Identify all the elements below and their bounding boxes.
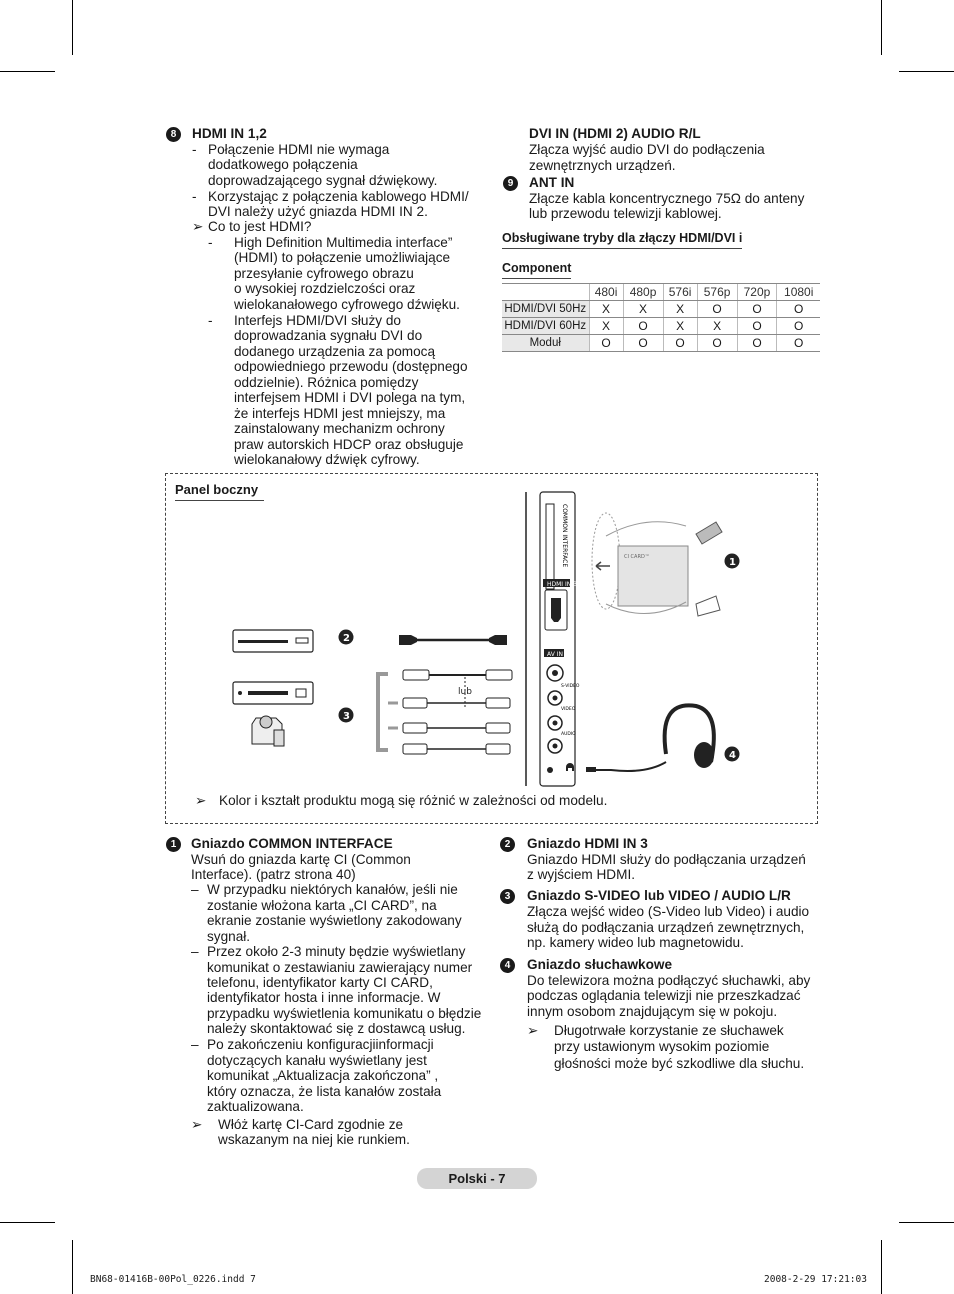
svideo-text-3: np. kamery wideo lub magnetowidu. xyxy=(527,935,744,950)
ci-b3-l1: Po zakończeniu konfiguracjiinformacji xyxy=(207,1037,434,1052)
table-row xyxy=(502,335,820,352)
dash: - xyxy=(192,142,197,157)
hdmi-heading: HDMI IN 1,2 xyxy=(192,126,267,141)
crop-mark xyxy=(899,71,954,72)
hdmi-bullet-1-line-1: Połączenie HDMI nie wymaga xyxy=(208,142,390,157)
column-header: 480p xyxy=(623,284,663,301)
modes-table xyxy=(502,283,820,352)
crop-mark xyxy=(0,71,55,72)
callout-2-label: 2 xyxy=(343,633,350,644)
table-cell: O xyxy=(737,335,777,352)
modes-title: Obsługiwane tryby dla złączy HDMI/DVI i xyxy=(502,231,742,249)
hdmi-sub-2-line-4: odpowiedniego przewodu (dostępnego xyxy=(234,359,468,374)
hdmi-bullet-1-line-3: doprowadzającego sygnał dźwiękowy. xyxy=(208,173,438,188)
table-cell: X xyxy=(589,318,623,335)
ci-b3-l3: komunikat „Aktualizacja zakończona” , xyxy=(207,1068,439,1083)
ci-intro-line-2: Interface). (patrz strona 40) xyxy=(191,867,356,882)
ci-b1-l1: W przypadku niektórych kanałów, jeśli nie xyxy=(207,882,458,897)
hdmi-sub-1-line-4: o wysokiej rozdzielczości oraz xyxy=(234,281,416,296)
hdmi3-heading: Gniazdo HDMI IN 3 xyxy=(527,836,648,851)
hdmi-bullet-2-line-1: Korzystając z połączenia kablowego HDMI/ xyxy=(208,189,469,204)
table-cell: O xyxy=(777,318,820,335)
svideo-text-2: służą do podłączania urządzeń zewnętrznych, xyxy=(527,920,805,935)
hdmi-sub-2-line-8: zainstalowany mechanizm ochrony xyxy=(234,421,445,436)
table-cell: O xyxy=(737,301,777,318)
ci-heading: Gniazdo COMMON INTERFACE xyxy=(191,836,393,851)
dash: – xyxy=(191,944,199,959)
hdmi-plug-right xyxy=(489,635,507,645)
headphones-note-2: przy ustawionym wysokim poziomie xyxy=(554,1039,770,1054)
av-in-label: AV IN xyxy=(547,651,563,658)
ci-b2-l6: należy skontaktować się z dostawcą usług. xyxy=(207,1021,466,1036)
svideo-heading: Gniazdo S-VIDEO lub VIDEO / AUDIO L/R xyxy=(527,888,791,903)
ci-zoom-ellipse xyxy=(592,513,620,609)
callout-1-label: 1 xyxy=(729,557,736,568)
crop-mark xyxy=(72,1240,73,1294)
hdmi-sub-2-line-6: interfejsem HDMI i DVI polega na tym, xyxy=(234,390,466,405)
svideo-plug-left xyxy=(403,670,429,680)
table-cell: O xyxy=(697,335,737,352)
note-arrow-icon: ➢ xyxy=(192,219,204,234)
hdmi-sub-2-line-1: Interfejs HDMI/DVI służy do xyxy=(234,313,401,328)
hdmi-sub-2-line-9: praw autorskich HDCP oraz obsługuje xyxy=(234,437,464,452)
insert-arrow-icon xyxy=(596,562,610,570)
table-cell: O xyxy=(697,301,737,318)
callout-badge-1: 1 xyxy=(166,837,181,852)
ci-b2-l4: identyfikator hosta i inne informacje. W xyxy=(207,990,441,1005)
row-label: HDMI/DVI 60Hz xyxy=(502,318,589,335)
hdmi-sub-2-line-5: oddzielnie). Różnica pomiędzy xyxy=(234,375,419,390)
crop-mark xyxy=(881,0,882,55)
table-cell: O xyxy=(737,318,777,335)
ci-b3-l2: dotyczących kanału wyświetlany jest xyxy=(207,1053,427,1068)
hdmi3-text-2: z wyjściem HDMI. xyxy=(527,867,635,882)
note-arrow-icon: ➢ xyxy=(191,1117,203,1132)
column-header: 720p xyxy=(737,284,777,301)
table-row xyxy=(502,301,820,318)
table-cell: O xyxy=(777,335,820,352)
hdmi-in3-label: HDMI IN 3 xyxy=(547,581,577,588)
crop-mark xyxy=(0,1222,55,1223)
ci-card-label: CI CARD™ xyxy=(624,554,650,560)
ci-card-top-thumb xyxy=(696,522,722,544)
note-arrow-icon: ➢ xyxy=(527,1023,539,1038)
callout-badge-8: 8 xyxy=(166,127,181,142)
row-label: HDMI/DVI 50Hz xyxy=(502,301,589,318)
table-cell: X xyxy=(663,301,697,318)
callout-badge-4: 4 xyxy=(500,958,515,973)
headphones-text-3: innym osobom znajdującym się w pokoju. xyxy=(527,1004,778,1019)
ant-text-line-2: lub przewodu telewizji kablowej. xyxy=(529,206,722,221)
hdmi-sub-1-line-5: wielokanałowego cyfrowego dźwięku. xyxy=(234,297,460,312)
table-corner xyxy=(502,284,589,301)
hdmi3-text-1: Gniazdo HDMI służy do podłączania urządzeń xyxy=(527,852,806,867)
dash: – xyxy=(191,1037,199,1052)
table-cell: X xyxy=(663,318,697,335)
page-number-pill: Polski - 7 xyxy=(417,1168,537,1189)
callout-badge-2: 2 xyxy=(500,837,515,852)
cable-bracket xyxy=(378,674,388,750)
column-header: 480i xyxy=(589,284,623,301)
headphones-text-1: Do telewizora można podłączyć słuchawki, aby xyxy=(527,973,811,988)
table-cell: X xyxy=(697,318,737,335)
hdmi-plug-left xyxy=(399,635,417,645)
dvi-text-line-1: Złącza wyjść audio DVI do podłączenia xyxy=(529,142,765,157)
video-label: VIDEO xyxy=(561,707,576,712)
ci-slot-label: COMMON INTERFACE xyxy=(561,504,568,568)
callout-badge-9: 9 xyxy=(503,176,518,191)
hdmi-sub-2-line-2: doprowadzania sygnału DVI do xyxy=(234,328,423,343)
hdmi-sub-2-line-7: że interfejs HDMI jest mniejszy, ma xyxy=(234,406,446,421)
connection-diagram xyxy=(166,474,817,823)
ci-note-line-2: wskazanym na niej kie runkiem. xyxy=(218,1132,410,1147)
ci-b2-l3: telefonu, identyfikator karty CI CARD, xyxy=(207,975,433,990)
rca-cable-video xyxy=(403,698,510,708)
headphones-note-1: Długotrwałe korzystanie ze słuchawek xyxy=(554,1023,784,1038)
column-header: 1080i xyxy=(777,284,820,301)
table-header-row xyxy=(502,284,820,301)
headphone-jack xyxy=(547,767,553,773)
callout-3-label: 3 xyxy=(343,711,350,722)
dash: - xyxy=(208,313,213,328)
panel-note: Kolor i kształt produktu mogą się różnić w zależności od modelu. xyxy=(219,793,608,808)
svideo-text-1: Złącza wejść wideo (S-Video lub Video) i audio xyxy=(527,904,810,919)
table-cell: O xyxy=(589,335,623,352)
table-cell: X xyxy=(589,301,623,318)
table-cell: O xyxy=(623,335,663,352)
ci-card-bottom-thumb xyxy=(696,596,720,616)
crop-mark xyxy=(899,1222,954,1223)
hdmi-sub-1-line-2: (HDMI) to połączenie umożliwiające xyxy=(234,250,451,265)
ant-heading: ANT IN xyxy=(529,175,575,190)
ci-b1-l3: ekranie zostanie wyświetlony zakodowany xyxy=(207,913,462,928)
print-timestamp: 2008-2-29 17:21:03 xyxy=(764,1274,867,1285)
ci-b1-l4: sygnał. xyxy=(207,929,251,944)
hdmi-sub-1-line-1: High Definition Multimedia interface” xyxy=(234,235,453,250)
headphones-text-2: podczas oglądania telewizji nie przeszkadzać xyxy=(527,988,801,1003)
table-cell: O xyxy=(777,301,820,318)
dash: – xyxy=(191,882,199,897)
crop-mark xyxy=(72,0,73,55)
ci-intro-line-1: Wsuń do gniazda kartę CI (Common xyxy=(191,852,411,867)
rca-cable-audio-r xyxy=(403,744,510,754)
hdmi-sub-2-line-10: wielokanałowy dźwięk cyfrowy. xyxy=(234,452,420,467)
callout-badge-3: 3 xyxy=(500,889,515,904)
ci-slot xyxy=(546,504,554,589)
table-cell: O xyxy=(623,318,663,335)
ci-b2-l1: Przez około 2-3 minuty będzie wyświetlany xyxy=(207,944,466,959)
dvi-heading: DVI IN (HDMI 2) AUDIO R/L xyxy=(529,126,701,141)
table-row xyxy=(502,318,820,335)
headphones-note-3: głośności może być szkodliwe dla słuchu. xyxy=(554,1056,805,1071)
ci-b1-l2: zostanie włożona karta „CI CARD”, na xyxy=(207,898,437,913)
note-arrow-icon: ➢ xyxy=(195,793,207,808)
column-header: 576i xyxy=(663,284,697,301)
or-label: lub xyxy=(458,687,472,697)
dvi-text-line-2: zewnętrznych urządzeń. xyxy=(529,158,676,173)
hdmi-sub-2-line-3: dodanego urządzenia za pomocą xyxy=(234,344,436,359)
headphone-cable xyxy=(591,762,666,771)
hdmi-port-shape xyxy=(551,598,561,622)
svideo-plug-right xyxy=(486,670,512,680)
ci-b2-l2: komunikat o zestawianiu zawierający numer xyxy=(207,960,473,975)
ci-b2-l5: przypadku wyświetlenia komunikatu o błędzie xyxy=(207,1006,482,1021)
table-cell: O xyxy=(663,335,697,352)
file-name: BN68-01416B-00Pol_0226.indd 7 xyxy=(90,1274,256,1285)
ci-note-line-1: Włóż kartę CI-Card zgodnie ze xyxy=(218,1117,404,1132)
dash: - xyxy=(192,189,197,204)
ci-b3-l4: który oznacza, że lista kanałów została xyxy=(207,1084,442,1099)
callout-4-label: 4 xyxy=(729,750,736,761)
panel-title: Panel boczny xyxy=(175,482,264,501)
rca-cable-audio-l xyxy=(403,723,510,733)
table-cell: X xyxy=(623,301,663,318)
headphones-heading: Gniazdo słuchawkowe xyxy=(527,957,673,972)
crop-mark xyxy=(881,1240,882,1294)
hdmi-bullet-1-line-2: dodatkowego połączenia xyxy=(208,157,358,172)
dash: - xyxy=(208,235,213,250)
ci-arrow-top xyxy=(606,522,686,536)
ant-text-line-1: Złącze kabla koncentrycznego 75Ω do anteny xyxy=(529,191,805,206)
audio-label: AUDIO xyxy=(561,732,576,737)
row-label: Moduł xyxy=(502,335,589,352)
component-title: Component xyxy=(502,261,571,279)
svideo-label: S-VIDEO xyxy=(561,684,580,689)
hdmi-note: Co to jest HDMI? xyxy=(208,219,312,234)
hdmi-sub-1-line-3: przesyłanie cyfrowego obrazu xyxy=(234,266,414,281)
hdmi-bullet-2-line-2: DVI należy użyć gniazda HDMI IN 2. xyxy=(208,204,428,219)
ci-b3-l5: zaktualizowana. xyxy=(207,1099,304,1114)
column-header: 576p xyxy=(697,284,737,301)
